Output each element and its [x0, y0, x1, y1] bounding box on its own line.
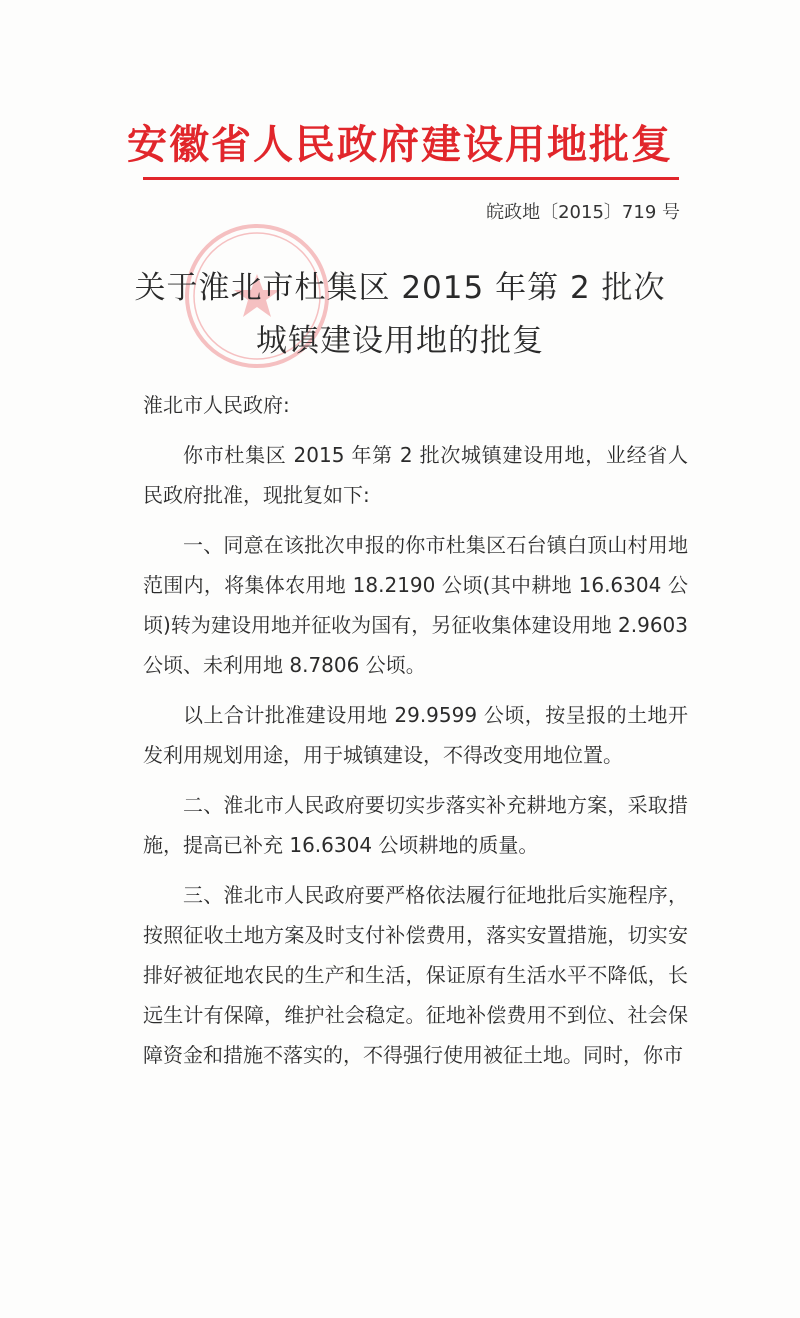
paragraph: 你市杜集区 2015 年第 2 批次城镇建设用地，业经省人民政府批准，现批复如下: [143, 443, 688, 507]
document-body [143, 385, 688, 1075]
letterhead-title: 安徽省人民政府建设用地批复 [127, 121, 673, 168]
paragraph: 以上合计批准建设用地 29.9599 公顷，按呈报的土地开发利用规划用途，用于城镇建设，不得改变用地位置。 [143, 703, 688, 767]
letterhead-red-rule [143, 177, 679, 180]
paragraph: 三、淮北市人民政府要严格依法履行征地批后实施程序，按照征收土地方案及时支付补偿费用，落实安置措施，切实安排好被征地农民的生产和生活，保证原有生活水平不降低，长远生计有保障，维护社会稳定。征地补偿费用不到位、社会保障资金和措施不落实的，不得强行使用被征土地。同时，你市 [143, 883, 688, 1067]
document-title-line-1: 关于淮北市杜集区 2015 年第 2 批次 [134, 270, 666, 306]
paragraph: 一、同意在该批次申报的你市杜集区石台镇白顶山村用地范围内，将集体农用地 18.2190 公顷(其中耕地 16.6304 公顷)转为建设用地并征收为国有，另征收集体建设用地 2.9603 公顷、未利用地 8.7806 公顷。 [143, 533, 688, 677]
salutation: 淮北市人民政府: [143, 393, 290, 417]
document-title-line-2: 城镇建设用地的批复 [256, 323, 544, 359]
document-number: 皖政地〔2015〕719 号 [486, 202, 680, 223]
paragraph: 二、淮北市人民政府要切实步落实补充耕地方案，采取措施，提高已补充 16.6304 公顷耕地的质量。 [143, 793, 688, 857]
